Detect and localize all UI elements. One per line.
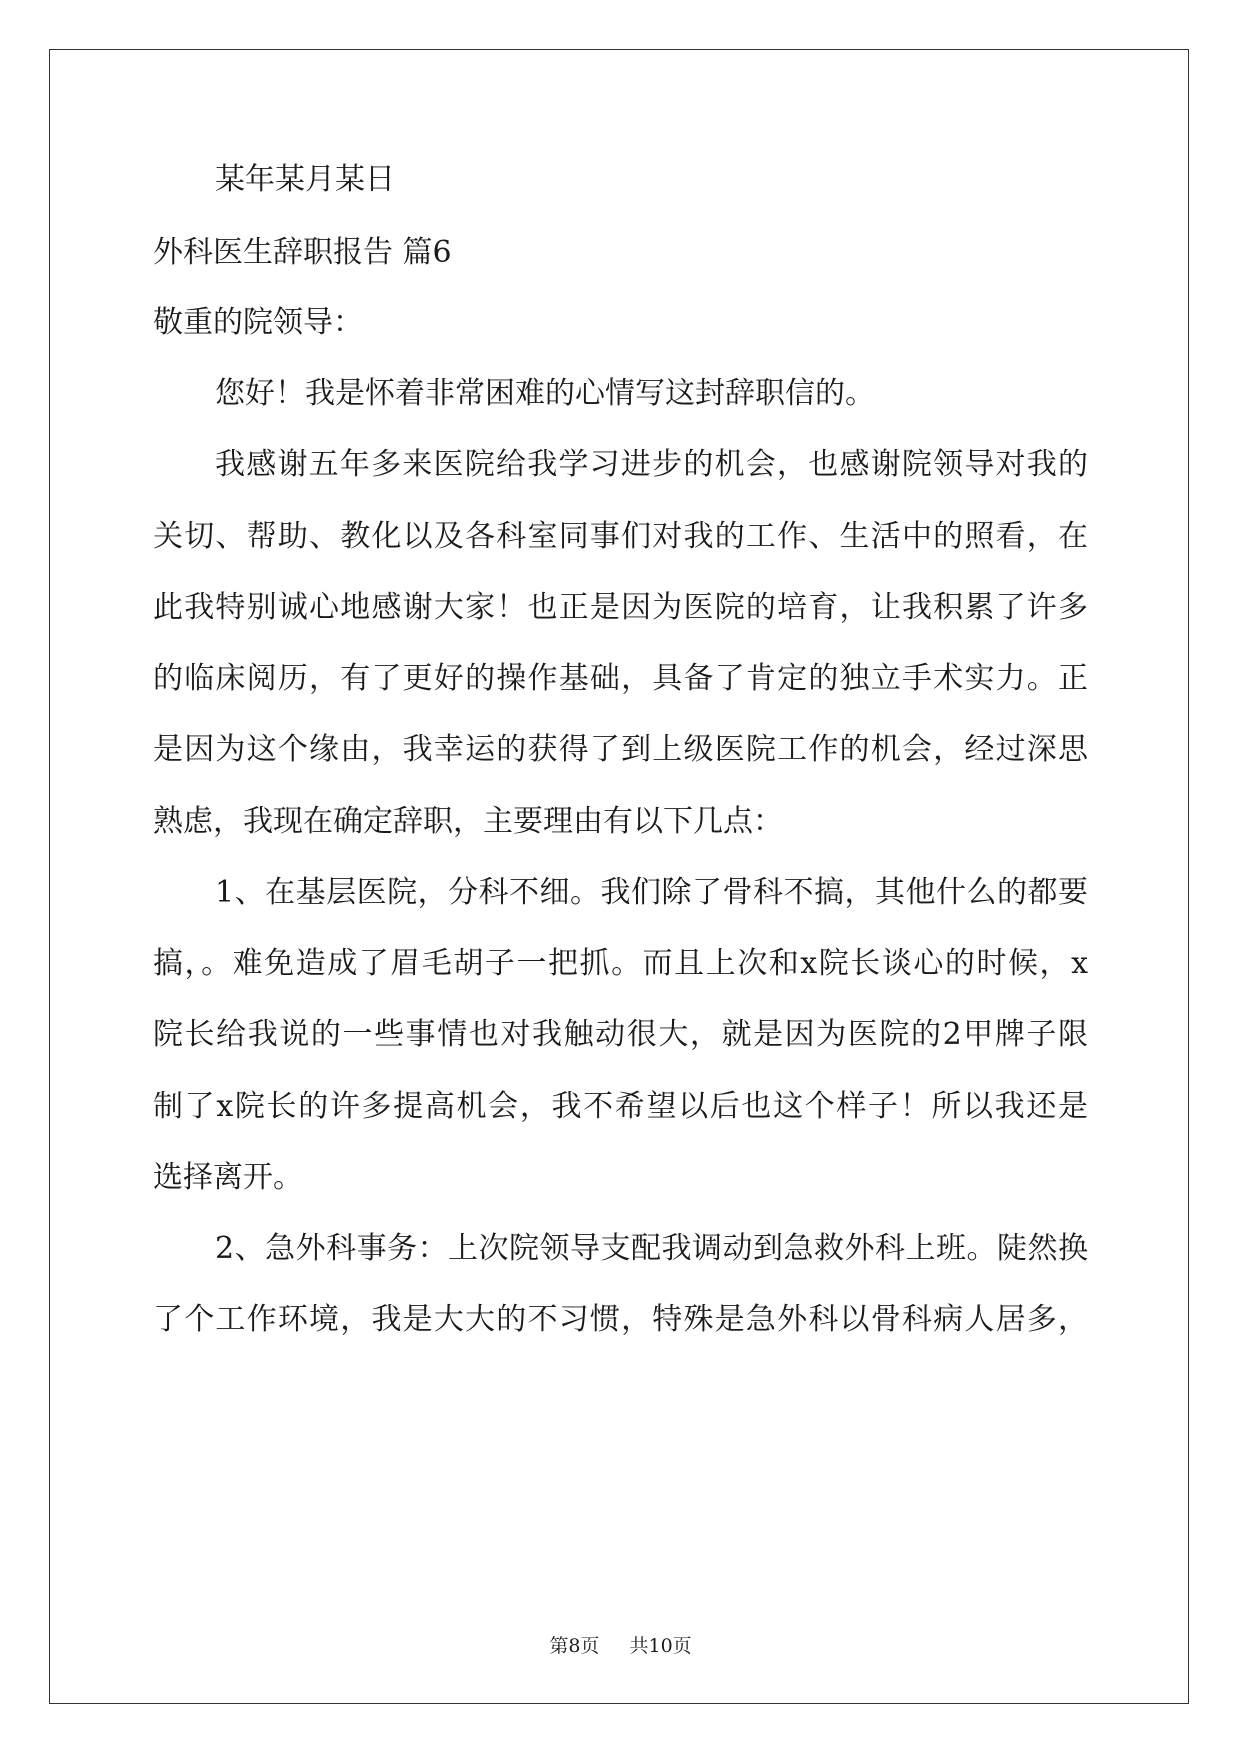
document-title: 外科医生辞职报告 篇6 bbox=[153, 235, 452, 270]
paragraph-line: 的临床阅历，有了更好的操作基础，具备了肯定的独立手术实力。正 bbox=[153, 661, 1088, 696]
page-total: 共10页 bbox=[629, 1635, 692, 1657]
paragraph-line: 了个工作环境，我是大大的不习惯，特殊是急外科以骨科病人居多， bbox=[153, 1302, 1088, 1337]
paragraph-line: 此我特别诚心地感谢大家！也正是因为医院的培育，让我积累了许多 bbox=[153, 590, 1088, 625]
page-footer bbox=[0, 1634, 1241, 1658]
paragraph-line: 选择离开。 bbox=[153, 1160, 303, 1195]
salutation: 敬重的院领导： bbox=[153, 305, 363, 340]
paragraph-line: 1、在基层医院，分科不细。我们除了骨科不搞，其他什么的都要 bbox=[215, 875, 1088, 910]
page-number: 第8页 bbox=[549, 1635, 600, 1657]
paragraph-line: 搞，。难免造成了眉毛胡子一把抓。而且上次和x院长谈心的时候，x bbox=[153, 946, 1088, 981]
date-line: 某年某月某日 bbox=[215, 162, 395, 197]
paragraph-line: 您好！我是怀着非常困难的心情写这封辞职信的。 bbox=[215, 376, 875, 411]
paragraph-line: 关切、帮助、教化以及各科室同事们对我的工作、生活中的照看，在 bbox=[153, 519, 1088, 554]
paragraph-line: 熟虑，我现在确定辞职，主要理由有以下几点： bbox=[153, 804, 783, 839]
paragraph-line: 院长给我说的一些事情也对我触动很大，就是因为医院的2甲牌子限 bbox=[153, 1017, 1088, 1052]
paragraph-line: 2、急外科事务：上次院领导支配我调动到急救外科上班。陡然换 bbox=[215, 1231, 1088, 1266]
paragraph-line: 是因为这个缘由，我幸运的获得了到上级医院工作的机会，经过深思 bbox=[153, 732, 1088, 767]
paragraph-line: 我感谢五年多来医院给我学习进步的机会，也感谢院领导对我的 bbox=[215, 447, 1088, 482]
paragraph-line: 制了x院长的许多提高机会，我不希望以后也这个样子！所以我还是 bbox=[153, 1089, 1088, 1124]
